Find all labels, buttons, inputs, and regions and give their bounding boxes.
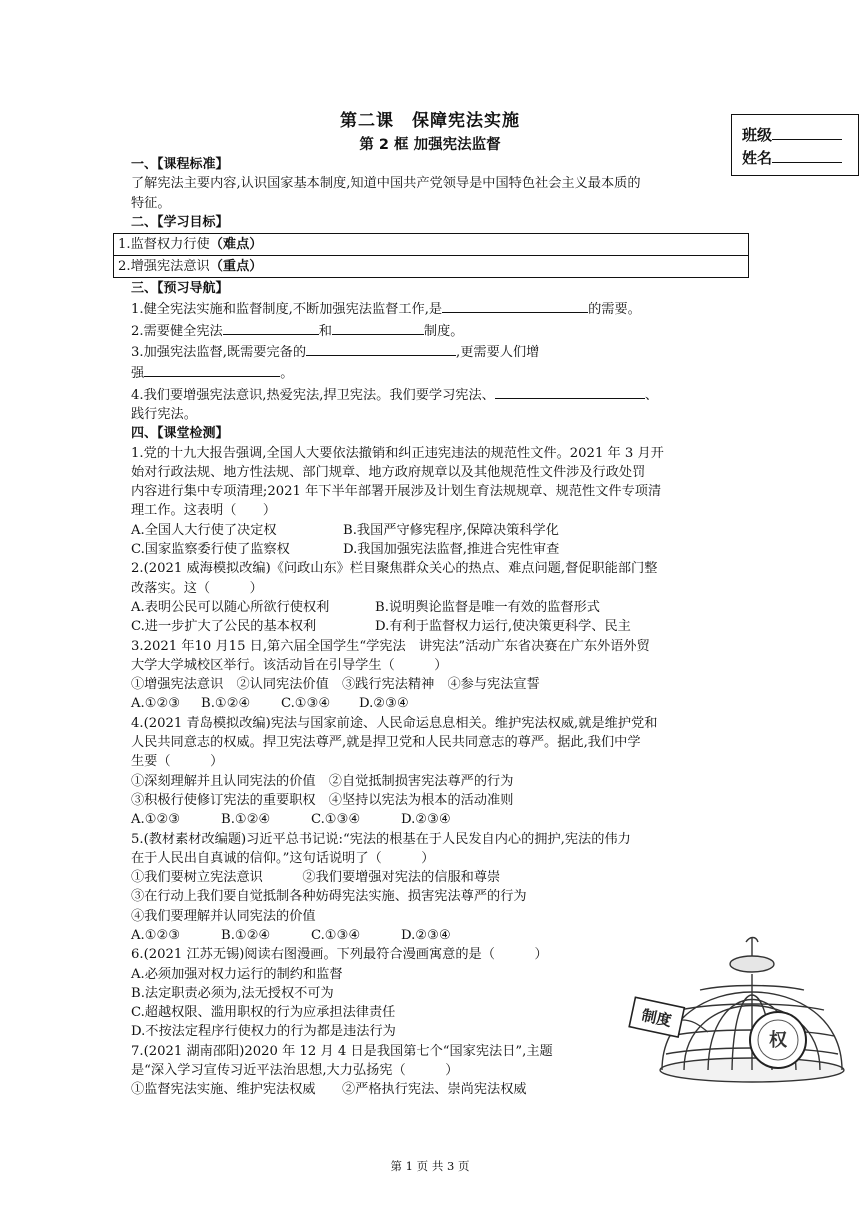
ball-label: 权 bbox=[769, 1030, 787, 1051]
question-text: 践行宪法。 bbox=[131, 406, 197, 422]
question-stem: 2.(2021 威海模拟改编)《问政山东》栏目聚焦群众关心的热点、难点问题,督促职能部门整 bbox=[131, 561, 658, 577]
answer-option[interactable]: D.有利于监督权力运行,使决策更科学、民主 bbox=[375, 619, 631, 635]
question-stem: 改落实。这（ ） bbox=[131, 580, 263, 596]
goal-text: 1.监督权力行使 bbox=[118, 237, 210, 253]
curriculum-text: 特征。 bbox=[131, 195, 171, 211]
question-stem: 始对行政法规、地方性法规、部门规章、地方政府规章以及其他规范性文件涉及行政处罚 bbox=[131, 464, 646, 480]
question-stem: 内容进行集中专项清理;2021 年下半年部署开展涉及计划生育法规规章、规范性文件专项清 bbox=[131, 484, 662, 500]
tag-label: 制度 bbox=[640, 1006, 674, 1031]
answer-option[interactable]: A.全国人大行使了决定权 bbox=[131, 522, 277, 538]
question-stem: 生要（ ） bbox=[131, 754, 224, 770]
answer-option[interactable]: D.②③④ bbox=[359, 696, 409, 712]
question-text: 2.需要健全宪法 bbox=[131, 323, 223, 339]
class-blank[interactable] bbox=[772, 123, 842, 140]
answer-options bbox=[131, 598, 731, 617]
preview-question bbox=[131, 341, 731, 362]
question-stem: 5.(教材素材改编题)习近平总书记说:“宪法的根基在于人民发自内心的拥护,宪法的伟力 bbox=[131, 831, 631, 847]
answer-option[interactable]: C.①③④ bbox=[311, 927, 361, 943]
page-title: 第二课 保障宪法实施 bbox=[340, 111, 520, 131]
answer-option[interactable]: D.不按法定程序行使权力的行为都是违法行为 bbox=[131, 1024, 396, 1040]
question-text: 的需要。 bbox=[588, 302, 641, 318]
question-items: ③在行动上我们要自觉抵制各种妨碍宪法实施、损害宪法尊严的行为 bbox=[131, 889, 527, 905]
question-text: 1.健全宪法实施和监督制度,不断加强宪法监督工作,是 bbox=[131, 302, 443, 318]
question-stem: 1.党的十九大报告强调,全国人大要依法撤销和纠正违宪违法的规范性文件。2021 年 3 月开 bbox=[131, 445, 664, 461]
power-ball bbox=[750, 1012, 806, 1068]
answer-option[interactable]: D.②③④ bbox=[401, 927, 451, 943]
fill-blank[interactable] bbox=[223, 320, 319, 335]
system-tag bbox=[629, 997, 684, 1037]
section-heading-curriculum: 一、【课程标准】 bbox=[131, 157, 229, 172]
answer-options bbox=[131, 617, 731, 636]
question-items: ①增强宪法意识 ②认同宪法价值 ③践行宪法精神 ④参与宪法宣誓 bbox=[131, 677, 540, 693]
answer-option[interactable]: D.我国加强宪法监督,推进合宪性审查 bbox=[343, 542, 560, 558]
fill-blank[interactable] bbox=[144, 362, 280, 377]
question-stem: 人民共同意志的权威。捍卫宪法尊严,就是捍卫党和人民共同意志的尊严。据此,我们中学 bbox=[131, 735, 641, 751]
answer-option[interactable]: C.超越权限、滥用职权的行为应承担法律责任 bbox=[131, 1005, 396, 1021]
answer-option[interactable]: B.①②④ bbox=[221, 812, 271, 828]
answer-option[interactable]: B.我国严守修宪程序,保障决策科学化 bbox=[343, 522, 559, 538]
fill-blank[interactable] bbox=[442, 298, 588, 313]
question-text: 强 bbox=[131, 366, 145, 382]
question-stem: 3.2021 年10 月15 日,第六届全国学生“学宪法 讲宪法”活动广东省决赛在广东外语外贸 bbox=[131, 638, 650, 654]
section-heading-preview: 三、【预习导航】 bbox=[131, 281, 229, 297]
goal-tag: （难点） bbox=[209, 237, 263, 253]
goal-row bbox=[114, 255, 748, 277]
question-text: 3.加强宪法监督,既需要完备的 bbox=[131, 345, 307, 361]
question-text: 。 bbox=[280, 366, 294, 382]
question-text: 4.我们要增强宪法意识,热爱宪法,捍卫宪法。我们要学习宪法、 bbox=[131, 387, 495, 403]
answer-options bbox=[131, 694, 731, 713]
question-stem: 6.(2021 江苏无锡)阅读右图漫画。下列最符合漫画寓意的是（ ） bbox=[131, 947, 548, 963]
curriculum-text: 了解宪法主要内容,认识国家基本制度,知道中国共产党领导是中国特色社会主义最本质的 bbox=[131, 176, 641, 192]
answer-option[interactable]: C.①③④ bbox=[281, 696, 331, 712]
section-heading-goals: 二、【学习目标】 bbox=[131, 214, 229, 230]
answer-option[interactable]: B.①②④ bbox=[201, 696, 251, 712]
preview-question bbox=[131, 298, 731, 319]
goal-text: 2.增强宪法意识 bbox=[118, 259, 210, 275]
page-footer: 第 1 页 共 3 页 bbox=[390, 1159, 470, 1173]
question-text: 和 bbox=[318, 323, 332, 339]
section-heading-test: 四、【课堂检测】 bbox=[131, 426, 229, 442]
answer-options bbox=[131, 521, 731, 540]
preview-question bbox=[131, 362, 731, 383]
answer-option[interactable]: B.①②④ bbox=[221, 927, 271, 943]
answer-option[interactable]: C.进一步扩大了公民的基本权利 bbox=[131, 619, 317, 635]
question-stem: 大学大学城校区举行。该活动旨在引导学生（ ） bbox=[131, 657, 448, 673]
preview-question bbox=[131, 384, 731, 405]
answer-option[interactable]: C.①③④ bbox=[311, 812, 361, 828]
class-label: 班级 bbox=[742, 126, 773, 144]
goal-row bbox=[114, 234, 748, 255]
preview-question bbox=[131, 320, 731, 341]
answer-option[interactable]: A.表明公民可以随心所欲行使权利 bbox=[131, 599, 330, 615]
answer-option[interactable]: A.必须加强对权力运行的制约和监督 bbox=[131, 966, 343, 982]
question-items: ①深刻理解并且认同宪法的价值 ②自觉抵制损害宪法尊严的行为 bbox=[131, 773, 514, 789]
fill-blank[interactable] bbox=[332, 320, 424, 335]
answer-option[interactable]: A.①②③ bbox=[131, 696, 181, 712]
question-items: ④我们要理解并认同宪法的价值 bbox=[131, 908, 316, 924]
question-items: ①我们要树立宪法意识 ②我们要增强对宪法的信服和尊崇 bbox=[131, 870, 501, 886]
cage-cartoon-image bbox=[628, 936, 860, 1088]
question-text: 、 bbox=[644, 387, 659, 403]
class-name-box bbox=[731, 114, 859, 176]
page-subtitle: 第 2 框 加强宪法监督 bbox=[359, 137, 501, 153]
fill-blank[interactable] bbox=[495, 384, 645, 399]
name-label: 姓名 bbox=[742, 149, 773, 167]
name-blank[interactable] bbox=[772, 146, 842, 163]
question-items: ①监督宪法实施、维护宪法权威 ②严格执行宪法、崇尚宪法权威 bbox=[131, 1082, 527, 1098]
question-items: ③积极行使修订宪法的重要职权 ④坚持以宪法为根本的活动准则 bbox=[131, 792, 514, 808]
question-text: ,更需要人们增 bbox=[456, 345, 540, 361]
question-stem: 4.(2021 青岛模拟改编)宪法与国家前途、人民命运息息相关。维护宪法权威,就是维护党和 bbox=[131, 715, 658, 731]
answer-option[interactable]: A.①②③ bbox=[131, 927, 181, 943]
answer-option[interactable]: B.法定职责必须为,法无授权不可为 bbox=[131, 985, 334, 1001]
answer-option[interactable]: D.②③④ bbox=[401, 812, 451, 828]
answer-option[interactable]: A.①②③ bbox=[131, 812, 181, 828]
answer-option[interactable]: B.说明舆论监督是唯一有效的监督形式 bbox=[375, 599, 600, 615]
answer-options bbox=[131, 540, 731, 559]
question-stem: 是“深入学习宣传习近平法治思想,大力弘扬宪（ ） bbox=[131, 1063, 459, 1079]
goal-tag: （重点） bbox=[209, 259, 263, 275]
question-stem: 理工作。这表明（ ） bbox=[131, 503, 277, 519]
question-stem: 在于人民出自真诚的信仰。”这句话说明了（ ） bbox=[131, 850, 435, 866]
answer-option[interactable]: C.国家监察委行使了监察权 bbox=[131, 542, 290, 558]
question-stem: 7.(2021 湖南邵阳)2020 年 12 月 4 日是我国第七个“国家宪法日”,主题 bbox=[131, 1043, 553, 1059]
goals-table bbox=[113, 233, 749, 278]
fill-blank[interactable] bbox=[306, 341, 456, 356]
question-text: 制度。 bbox=[423, 323, 464, 339]
answer-options bbox=[131, 810, 731, 829]
